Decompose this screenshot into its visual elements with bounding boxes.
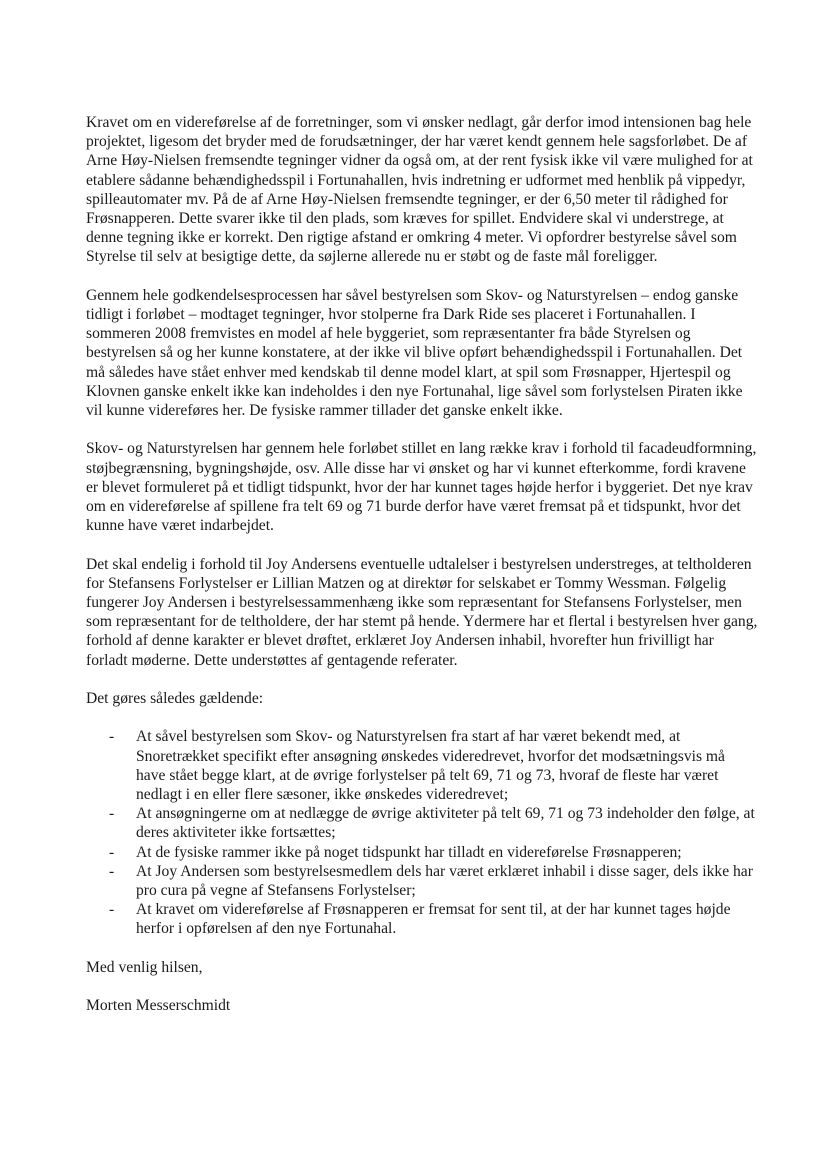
closing-salutation: Med venlig hilsen, [86, 958, 203, 976]
claims-list-item-text: At de fysiske rammer ikke på noget tidspunkt har tilladt en videreførelse Frøsnapperen; [136, 843, 682, 861]
claims-list-item-text: At kravet om videreførelse af Frøsnapperen er fremsat for sent til, at der har kunnet tages højde herfor i opførelsen af den nye Fortunahal. [136, 901, 731, 938]
signature-name: Morten Messerschmidt [86, 997, 231, 1015]
paragraph-intensionen: Kravet om en videreførelse af de forretninger, som vi ønsker nedlagt, går derfor imod intensionen bag hele projektet, ligesom det bryder med de forudsætninger, der har været kendt gennem hele sagsforløbet. De af Arne Høy-Nielsen fremsendte tegninger vidner da også om, at der rent fysisk ikke vil være mulighed for at etablere sådanne behændighedsspil i Fortunahallen, hvis indretning er udformet med henblik på vippedyr, spilleautomater mv. På de af Arne Høy-Nielsen fremsendte tegninger, er der 6,50 meter til rådighed for Frøsnapperen. Dette svarer ikke til den plads, som kræves for spillet. Endvidere skal vi understrege, at denne tegning ikke er korrekt. Den rigtige afstand er omkring 4 meter. Vi opfordrer bestyrelse såvel som Styrelse til selv at besigtige dette, da søjlerne allerede nu er støbt og de faste mål foreligger. [86, 114, 753, 266]
paragraph-godkendelsesprocessen: Gennem hele godkendelsesprocessen har såvel bestyrelsen som Skov- og Naturstyrelsen – endog ganske tidligt i forløbet – modtaget tegninger, hvor stolperne fra Dark Ride ses placeret i Fortunahallen. I sommeren 2008 fremvistes en model af hele byggeriet, som repræsentanter fra både Styrelsen og bestyrelsen så og her kunne konstatere, at der ikke vil blive opført behændighedsspil i Fortunahallen. Det må således have stået enhver med kendskab til denne model klart, at spil som Frøsnapper, Hjertespil og Klovnen ganske enkelt ikke kan indeholdes i den nye Fortunahal, lige såvel som forlystelsen Piraten ikke vil kunne videreføres her. De fysiske rammer tillader det ganske enkelt ikke. [86, 286, 743, 420]
bullet-dash: - [109, 862, 115, 880]
claims-list-item-text: At Joy Andersen som bestyrelsesmedlem dels har været erklæret inhabil i disse sager, dels ikke har pro cura på vegne af Stefansens Forlystelser; [136, 862, 753, 900]
claims-list-item-text: At ansøgningerne om at nedlægge de øvrige aktiviteter på telt 69, 71 og 73 indeholder den følge, at deres aktiviteter ikke fortsættes; [136, 805, 755, 842]
claims-list-item-text: At såvel bestyrelsen som Skov- og Naturstyrelsen fra start af har været bekendt med, at Snoretrækket specifikt efter ansøgning ønskedes videredrevet, hvorfor det modsætningsvis må have stået begge klart, at de øvrige forlystelser på telt 69, 71 og 73, hvoraf de fleste har været nedlagt i en eller flere sæsoner, ikke ønskedes videredrevet; [136, 728, 725, 804]
claims-list-item [86, 804, 758, 842]
claims-lead: Det gøres således gældende: [86, 690, 264, 708]
bullet-dash: - [109, 805, 115, 823]
bullet-dash: - [109, 728, 115, 746]
claims-list [86, 727, 758, 938]
bullet-dash: - [109, 901, 115, 919]
paragraph-skov-og-naturstyrelsen: Skov- og Naturstyrelsen har gennem hele forløbet stillet en lang række krav i forhold til facadeudformning, støjbegrænsning, bygningshøjde, osv. Alle disse har vi ønsket og har vi kunnet efterkomme, fordi kravene er blevet formuleret på et tidligt tidspunkt, hvor der har kunnet tages højde herfor i byggeriet. Det nye krav om en videreførelse af spillene fra telt 69 og 71 burde derfor have været fremsat på et tidspunkt, hvor det kunne have været indarbejdet. [86, 440, 757, 535]
paragraph-joy-andersen: Det skal endelig i forhold til Joy Andersens eventuelle udtalelser i bestyrelsen understreges, at teltholderen for Stefansens Forlystelser er Lillian Matzen og at direktør for selskabet er Tommy Wessman. Følgelig fungerer Joy Andersen i bestyrelsessammenhæng ikke som repræsentant for Stefansens Forlystelser, men som repræsentant for de teltholdere, der har stemt på hende. Ydermere har et flertal i bestyrelsen hver gang, forhold af denne karakter er blevet drøftet, erklæret Joy Andersen inhabil, hvorefter hun frivilligt har forladt møderne. Dette understøttes af gentagende referater. [86, 555, 758, 669]
claims-list-item [86, 843, 758, 862]
bullet-dash: - [109, 843, 115, 861]
letter-page [86, 113, 758, 1015]
claims-list-item [86, 727, 758, 804]
claims-list-item [86, 862, 758, 900]
claims-list-item [86, 900, 758, 938]
